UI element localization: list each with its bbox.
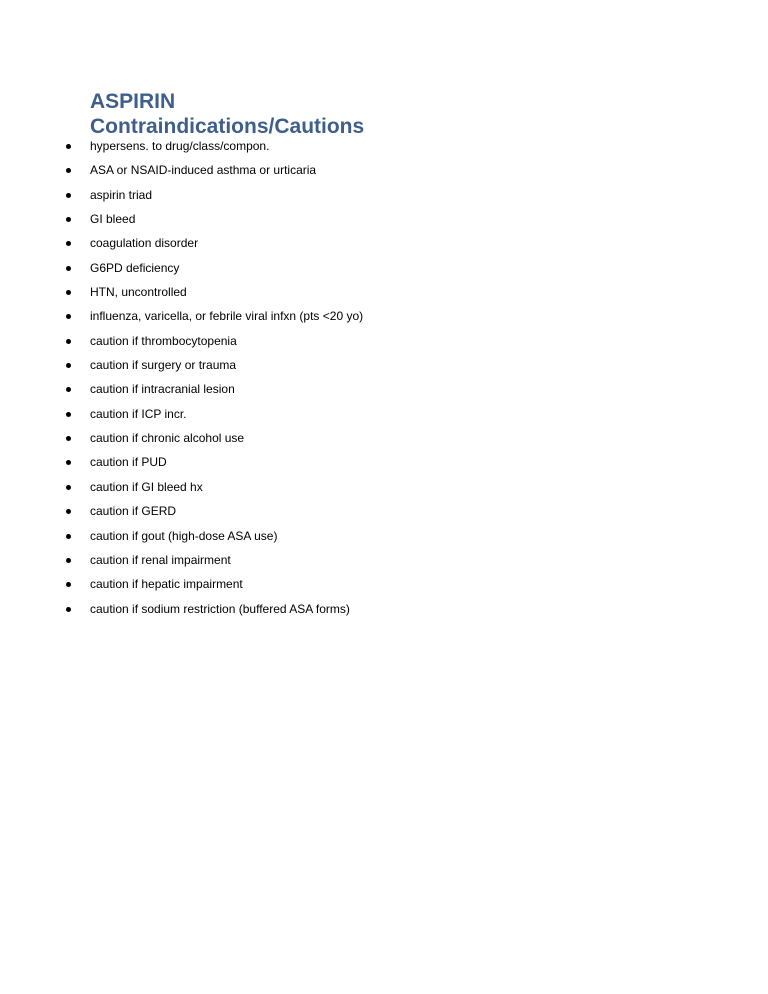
bullet-icon: [66, 558, 71, 563]
list-item-text: coagulation disorder: [90, 236, 199, 251]
list-item-text: ASA or NSAID-induced asthma or urticaria: [90, 163, 317, 178]
list-item-text: caution if gout (high-dose ASA use): [90, 528, 278, 543]
bullet-icon: [66, 460, 71, 465]
bullet-icon: [66, 339, 71, 344]
bullet-icon: [66, 534, 71, 539]
list-item-text: caution if GERD: [90, 504, 177, 519]
title-drug-name: ASPIRIN: [90, 90, 176, 113]
list-item-text: G6PD deficiency: [90, 260, 180, 275]
bullet-icon: [66, 412, 71, 417]
list-item-text: caution if PUD: [90, 455, 167, 470]
list-item-text: hypersens. to drug/class/compon.: [90, 139, 270, 153]
title-section-name: Contraindications/Cautions: [90, 115, 365, 138]
list-item-text: caution if intracranial lesion: [90, 382, 235, 397]
page-title: [90, 89, 364, 139]
list-item-text: caution if chronic alcohol use: [90, 431, 245, 446]
bullet-icon: [66, 266, 71, 271]
list-item-text: aspirin triad: [90, 187, 153, 202]
list-item-text: influenza, varicella, or febrile viral infxn (pts <20 yo): [90, 309, 364, 324]
bullet-icon: [66, 241, 71, 246]
list-item-text: caution if GI bleed hx: [90, 479, 203, 494]
bullet-icon: [66, 363, 71, 368]
bullet-icon: [66, 387, 71, 392]
list-item-text: GI bleed: [90, 212, 136, 227]
list-item-text: HTN, uncontrolled: [90, 285, 187, 300]
bullet-icon: [66, 217, 71, 222]
bullet-icon: [66, 582, 71, 587]
bullet-icon: [66, 168, 71, 173]
bullet-icon: [66, 436, 71, 441]
list-item-text: caution if thrombocytopenia: [90, 333, 237, 348]
list-item-text: caution if surgery or trauma: [90, 358, 237, 373]
bullet-icon: [66, 290, 71, 295]
bullet-icon: [66, 314, 71, 319]
bullet-icon: [66, 485, 71, 490]
list-item-text: caution if hepatic impairment: [90, 577, 243, 592]
list-item-text: caution if sodium restriction (buffered ASA forms): [90, 601, 350, 616]
bullet-icon: [66, 509, 71, 514]
list-item-text: caution if ICP incr.: [90, 406, 187, 421]
bullet-icon: [66, 144, 71, 149]
bullet-icon: [66, 607, 71, 612]
bullet-icon: [66, 193, 71, 198]
list-item-text: caution if renal impairment: [90, 552, 231, 567]
